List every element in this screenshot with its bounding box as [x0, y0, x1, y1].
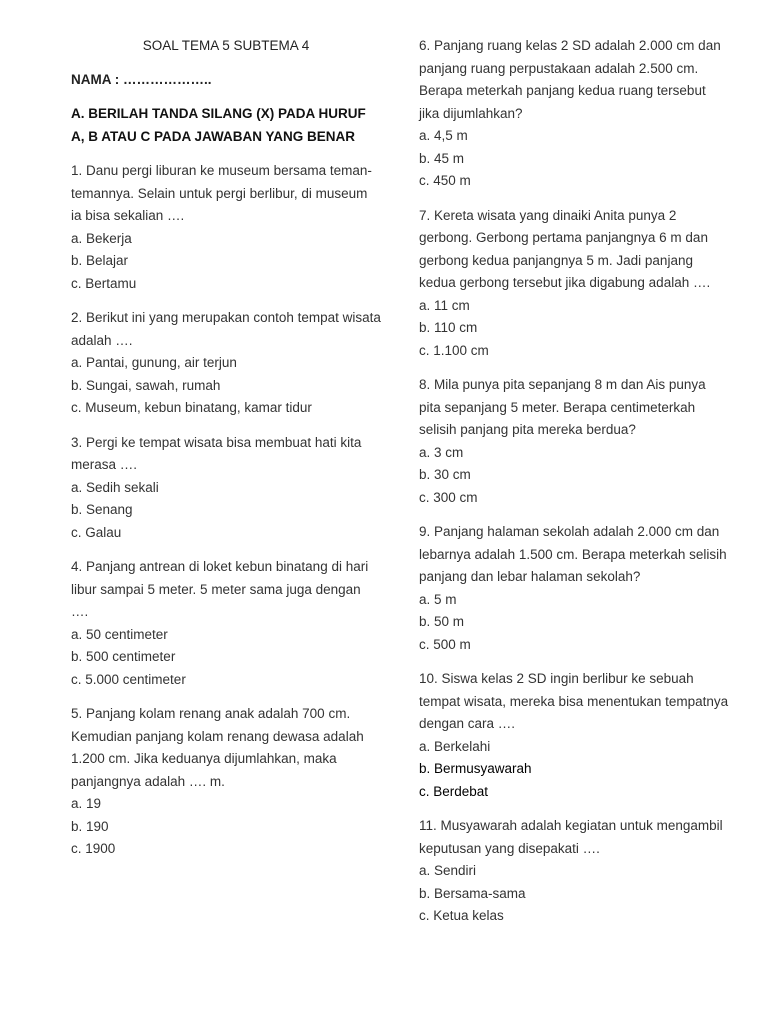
option-c: c. 5.000 centimeter — [71, 671, 186, 687]
question-text: 2. Berikut ini yang merupakan contoh tempat wisata adalah …. — [71, 310, 381, 348]
option-c: c. Museum, kebun binatang, kamar tidur — [71, 400, 312, 415]
option-b: b. 50 m — [419, 614, 465, 629]
option-b: b. Bersama-sama — [419, 885, 526, 901]
question-1 — [71, 160, 381, 295]
question-text: 4. Panjang antrean di loket kebun binatang di hari libur sampai 5 meter. 5 meter sama juga dengan …. — [71, 559, 369, 619]
option-b: b. Sungai, sawah, rumah — [71, 377, 221, 393]
question-6 — [419, 35, 729, 193]
question-2 — [71, 307, 381, 420]
question-text: 10. Siswa kelas 2 SD ingin berlibur ke sebuah tempat wisata, mereka bisa menentukan tempatnya dengan cara …. — [419, 671, 729, 731]
question-7 — [419, 205, 729, 363]
name-field-line: NAMA : ……………….. — [71, 72, 212, 87]
question-text: 8. Mila punya pita sepanjang 8 m dan Ais punya pita sepanjang 5 meter. Berapa centimeterkah selisih panjang pita mereka berdua? — [419, 377, 706, 437]
option-c: c. 450 m — [419, 173, 471, 188]
option-c: c. Ketua kelas — [419, 908, 504, 923]
question-text: 3. Pergi ke tempat wisata bisa membuat hati kita merasa …. — [71, 434, 362, 472]
option-a: a. Pantai, gunung, air terjun — [71, 355, 237, 370]
question-10 — [419, 668, 729, 803]
question-5 — [71, 703, 381, 861]
question-3 — [71, 432, 381, 545]
page-title: SOAL TEMA 5 SUBTEMA 4 — [142, 38, 310, 53]
question-text: 1. Danu pergi liburan ke museum bersama teman-temannya. Selain untuk pergi berlibur, di museum ia bisa sekalian …. — [71, 163, 372, 223]
option-c: c. Galau — [71, 524, 122, 540]
question-8 — [419, 374, 729, 509]
option-b: b. 110 cm — [419, 320, 478, 335]
option-c: c. Bertamu — [71, 275, 137, 291]
option-c: c. Berdebat — [419, 783, 489, 799]
option-b: b. 30 cm — [419, 467, 471, 482]
right-column — [419, 35, 729, 940]
question-text: 5. Panjang kolam renang anak adalah 700 cm. Kemudian panjang kolam renang dewasa adalah 1.200 cm. Jika keduanya dijumlahkan, maka panjangnya adalah …. m. — [71, 706, 364, 789]
option-a: a. 3 cm — [419, 444, 464, 460]
option-a: a. 5 m — [419, 591, 457, 607]
option-a: a. 11 cm — [419, 297, 470, 313]
question-text: 7. Kereta wisata yang dinaiki Anita punya 2 gerbong. Gerbong pertama panjangnya 6 m dan gerbong kedua panjangnya 5 m. Jadi panjang kedua gerbong tersebut jika digabung adalah …. — [419, 207, 711, 290]
option-b: b. 45 m — [419, 150, 465, 166]
option-a: a. 50 centimeter — [71, 626, 168, 642]
option-a: a. Sedih sekali — [71, 479, 159, 495]
option-b: b. 190 — [71, 818, 109, 834]
option-c: c. 300 cm — [419, 489, 478, 505]
left-column — [71, 35, 381, 873]
question-9 — [419, 521, 729, 656]
option-c: c. 1.100 cm — [419, 342, 489, 358]
option-a: a. Berkelahi — [419, 738, 491, 754]
option-b: b. Bermusyawarah — [419, 761, 532, 776]
question-text: 11. Musyawarah adalah kegiatan untuk mengambil keputusan yang disepakati …. — [419, 818, 723, 856]
option-a: a. Sendiri — [419, 863, 477, 878]
option-b: b. Belajar — [71, 253, 129, 268]
section-instruction: A. BERILAH TANDA SILANG (X) PADA HURUF A, B ATAU C PADA JAWABAN YANG BENAR — [71, 106, 366, 144]
option-a: a. 4,5 m — [419, 128, 468, 143]
question-4 — [71, 556, 381, 691]
option-a: a. Bekerja — [71, 230, 132, 246]
option-c: c. 500 m — [419, 636, 471, 652]
question-text: 9. Panjang halaman sekolah adalah 2.000 cm dan lebarnya adalah 1.500 cm. Berapa meterkah selisih panjang dan lebar halaman sekolah? — [419, 524, 727, 584]
question-11 — [419, 815, 729, 928]
option-b: b. Senang — [71, 502, 133, 517]
option-b: b. 500 centimeter — [71, 649, 176, 664]
option-c: c. 1900 — [71, 841, 116, 856]
question-text: 6. Panjang ruang kelas 2 SD adalah 2.000 cm dan panjang ruang perpustakaan adalah 2.500 cm. Berapa meterkah panjang kedua ruang tersebut jika dijumlahkan? — [419, 38, 721, 121]
option-a: a. 19 — [71, 796, 102, 811]
